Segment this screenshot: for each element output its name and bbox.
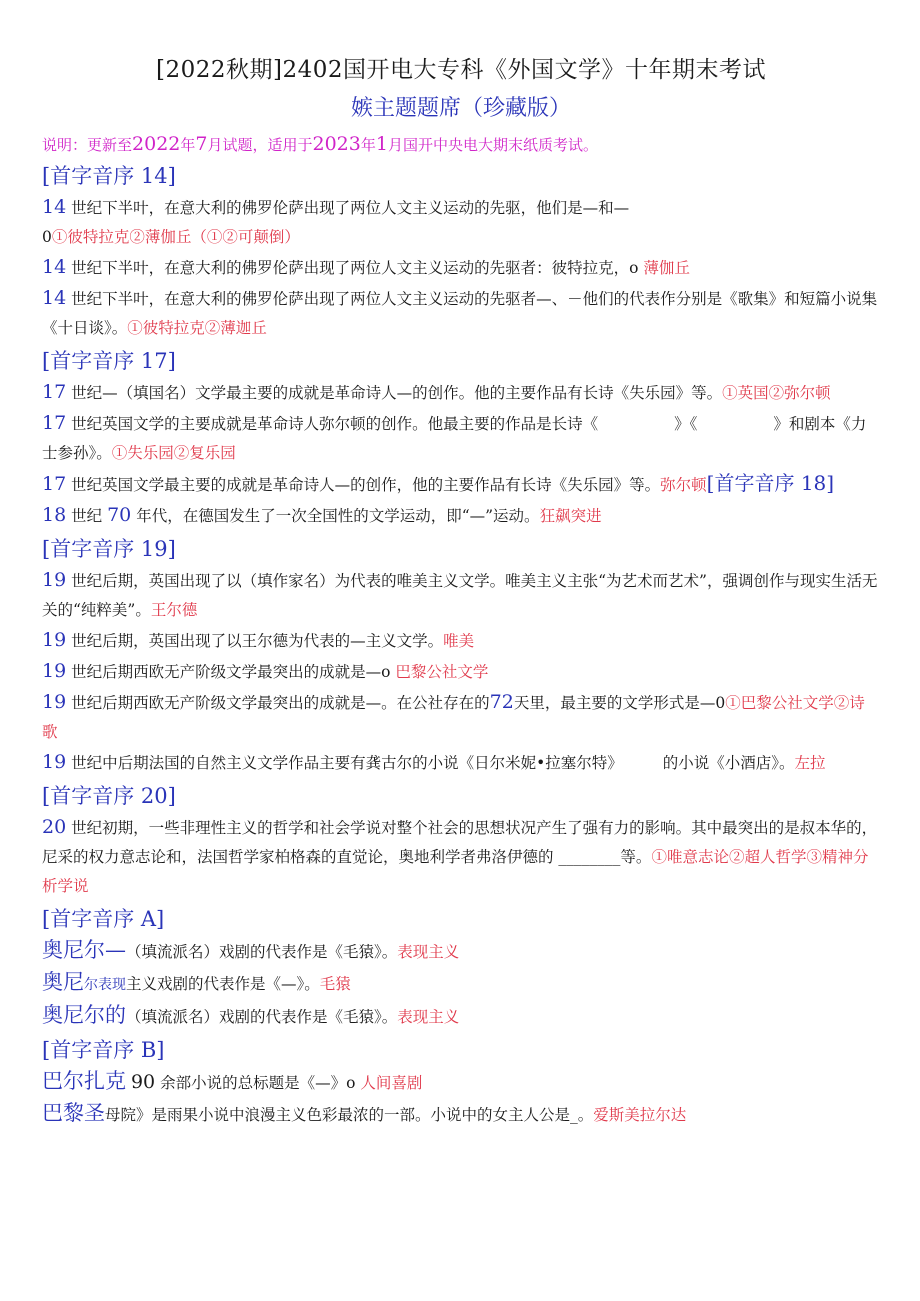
- question-number: 17: [42, 412, 67, 434]
- question-text: 的小说《小酒店》。: [662, 754, 795, 772]
- question-text: 世纪英国文学的主要成就是革命诗人弥尔顿的创作。他最主要的作品是长诗《: [71, 415, 599, 433]
- section-header-18-start: [首: [706, 471, 735, 495]
- question-number: 17: [42, 473, 67, 495]
- section-header-b: [首字音序 B]: [42, 1038, 165, 1062]
- question-answer: 左拉: [794, 754, 826, 772]
- question-text: 世纪—（填国名）文学最主要的成就是革命诗人—的创作。他的主要作品有长诗《失乐园》等。: [71, 384, 723, 402]
- question-text: 主义戏剧的代表作是《—》。: [126, 975, 320, 993]
- question-text: 世纪下半叶，在意大利的佛罗伦萨出现了两位人文主义运动的先驱者—、－他们的代表作分别是《歌集》和短篇小说集《十日谈》。: [42, 290, 878, 337]
- question-answer: 弥尔顿: [660, 476, 707, 494]
- question-text: （填流派名）戏剧的代表作是《毛猿》。: [126, 1008, 398, 1026]
- question-item: [42, 409, 880, 468]
- question-text: 世纪中后期法国的自然主义文学作品主要有龚古尔的小说《日尔米妮•拉塞尔特》: [71, 754, 623, 772]
- note-text: 月试题，适用于: [207, 136, 313, 154]
- question-text: 世纪英国文学最主要的成就是革命诗人—的创作，他的主要作品有长诗《失乐园》等。: [71, 476, 661, 494]
- question-item: [42, 1001, 880, 1032]
- question-inline-number: 70: [107, 504, 132, 526]
- question-answer: ①巴黎公社文学②诗歌: [42, 694, 865, 741]
- question-text: 母院》是雨果小说中浪漫主义色彩最浓的一部。小说中的女主人公是_。: [105, 1106, 594, 1124]
- question-inline-number: 90: [130, 1071, 156, 1093]
- question-text: 世纪后期，英国出现了以王尔德为代表的—主义文学。: [71, 632, 444, 650]
- question-text: （填流派名）戏剧的代表作是《毛猿》。: [126, 943, 398, 961]
- question-text: 世纪下半叶，在意大利的佛罗伦萨出现了两位人文主义运动的先驱，他们是—和—0: [42, 199, 630, 246]
- note-month: 1: [375, 133, 388, 155]
- section-header-14: [首字音序 14]: [42, 164, 176, 188]
- section-header-18-end: 字音序 18]: [734, 471, 835, 495]
- question-number: 19: [42, 569, 67, 591]
- note-text: 说明：更新至: [42, 136, 133, 154]
- question-lead: 奥尼尔—: [42, 938, 126, 962]
- question-answer: 王尔德: [150, 601, 198, 619]
- question-number: 14: [42, 256, 67, 278]
- question-item: [42, 936, 880, 967]
- question-item: [42, 566, 880, 625]
- question-item: [42, 501, 880, 531]
- question-answer: 人间喜剧: [360, 1074, 423, 1092]
- question-item: [42, 193, 880, 252]
- question-item: [42, 657, 880, 687]
- question-item: [42, 1099, 880, 1130]
- question-text: 世纪下半叶，在意大利的佛罗伦萨出现了两位人文主义运动的先驱者：彼特拉克，o: [71, 259, 639, 277]
- question-number: 19: [42, 629, 67, 651]
- usage-note: [42, 132, 880, 157]
- question-text: 》和剧本《力士参孙》。: [42, 415, 867, 462]
- question-number: 19: [42, 660, 67, 682]
- question-item: [42, 284, 880, 343]
- question-answer: ①失乐园②复乐园: [111, 444, 236, 462]
- question-answer: 表现主义: [397, 943, 460, 961]
- question-answer: ①彼特拉克②薄迦丘: [127, 319, 267, 337]
- question-lead: 奥尼: [42, 970, 84, 994]
- question-item: [42, 1067, 880, 1098]
- question-lead-part: 尔表现: [84, 977, 126, 993]
- question-item: [42, 378, 880, 408]
- note-year: 2023: [312, 133, 361, 155]
- question-lead: 奥尼尔的: [42, 1003, 126, 1027]
- question-text: 天里，最主要的文学形式是—0: [513, 694, 726, 712]
- question-number: 14: [42, 196, 67, 218]
- question-answer: ①彼特拉克②薄伽丘（①②可颠倒）: [51, 228, 300, 246]
- question-text: 世纪后期，英国出现了以（填作家名）为代表的唯美主义文学。唯美主义主张“为艺术而艺术”，强调创作与现实生活无关的“纯粹美”。: [42, 572, 878, 619]
- question-text: 世纪后期西欧无产阶级文学最突出的成就是—o: [71, 663, 391, 681]
- question-number: 18: [42, 504, 67, 526]
- question-lead: 巴尔扎克: [42, 1069, 126, 1093]
- question-item: [42, 813, 880, 901]
- note-text: 年: [180, 136, 196, 154]
- note-text: 年: [360, 136, 376, 154]
- question-text: 年代，在德国发生了一次全国性的文学运动，即“—”运动。: [136, 507, 540, 525]
- question-answer: 狂飙突进: [539, 507, 602, 525]
- document-subtitle: 嫉主题题席（珍藏版）: [350, 96, 571, 121]
- note-year: 2022: [132, 133, 181, 155]
- question-answer: 毛猿: [319, 975, 351, 993]
- document-title: [2022秋期]2402国开电大专科《外国文学》十年期末考试: [155, 57, 766, 83]
- question-number: 19: [42, 751, 67, 773]
- question-item: [42, 469, 880, 500]
- question-item: [42, 253, 880, 283]
- question-answer: 薄伽丘: [643, 259, 690, 277]
- section-header-19: [首字音序 19]: [42, 537, 176, 561]
- question-number: 19: [42, 691, 67, 713]
- question-lead: 巴黎圣: [42, 1101, 105, 1125]
- question-text: 》《: [674, 415, 698, 433]
- question-text: 世纪后期西欧无产阶级文学最突出的成就是—。在公社存在的: [71, 694, 490, 712]
- question-item: [42, 748, 880, 778]
- question-text: 余部小说的总标题是《—》o: [160, 1074, 356, 1092]
- question-answer: ①英国②弥尔顿: [722, 384, 831, 402]
- section-header-17: [首字音序 17]: [42, 349, 176, 373]
- section-header-a: [首字音序 A]: [42, 907, 165, 931]
- question-number: 17: [42, 381, 67, 403]
- question-inline-number: 72: [489, 691, 514, 713]
- question-number: 20: [42, 816, 67, 838]
- question-answer: ①唯意志论②超人哲学③精神分析学说: [42, 848, 869, 895]
- question-item: [42, 626, 880, 656]
- question-text: 世纪初期，一些非理性主义的哲学和社会学说对整个社会的思想状况产生了强有力的影响。其中最突出的是叔本华的，尼采的权力意志论和，法国哲学家柏格森的直觉论，奥地利学者弗洛伊德的 ________等。: [42, 819, 878, 866]
- question-answer: 巴黎公社文学: [395, 663, 489, 681]
- section-header-20: [首字音序 20]: [42, 784, 176, 808]
- note-text: 月国开中央电大期末纸质考试。: [387, 136, 598, 154]
- note-month: 7: [195, 133, 208, 155]
- question-answer: 爱斯美拉尔达: [593, 1106, 687, 1124]
- question-item: [42, 688, 880, 747]
- question-number: 14: [42, 287, 67, 309]
- question-item: [42, 968, 880, 1000]
- question-answer: 唯美: [443, 632, 475, 650]
- question-answer: 表现主义: [397, 1008, 460, 1026]
- question-text: 世纪: [71, 507, 103, 525]
